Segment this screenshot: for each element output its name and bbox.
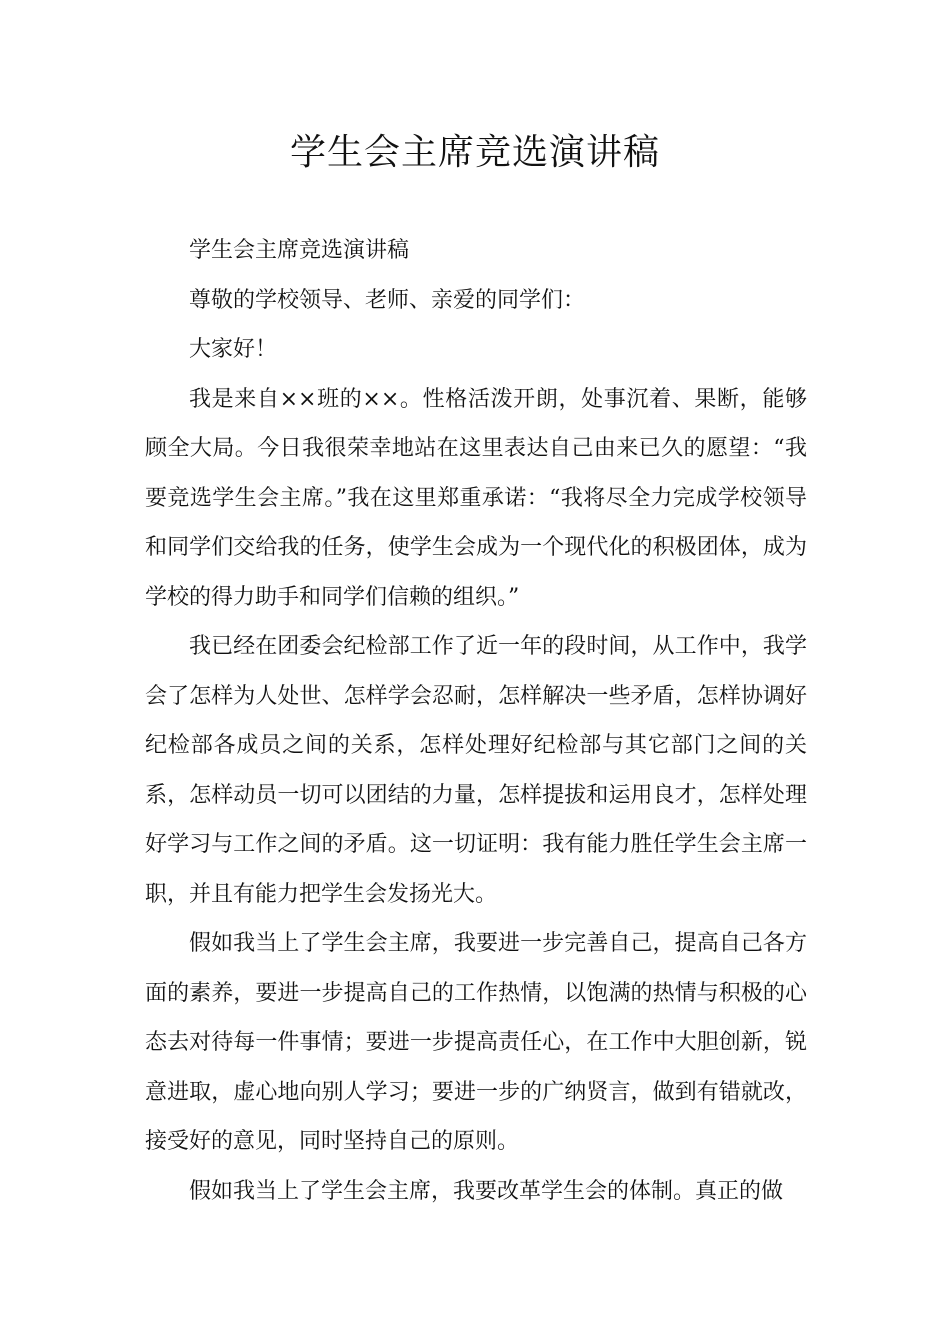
document-title: 学生会主席竞选演讲稿 [289,132,660,173]
paragraph-introduction: 我是来自××班的××。性格活泼开朗，处事沉着、果断，能够顾全大局。今日我很荣幸地站在这里表达自己由来已久的愿望：“我要竞选学生会主席。”我在这里郑重承诺：“我将尽全力完成学校领导和同学们交给我的任务，使学生会成为一个现代化的积极团体，成为学校的得力助手和同学们信赖的组织。” [145,386,807,610]
paragraph-experience: 我已经在团委会纪检部工作了近一年的段时间，从工作中，我学会了怎样为人处世、怎样学会忍耐，怎样解决一些矛盾，怎样协调好纪检部各成员之间的关系，怎样处理好纪检部与其它部门之间的关系，怎样动员一切可以团结的力量，怎样提拔和运用良才，怎样处理好学习与工作之间的矛盾。这一切证明：我有能力胜任学生会主席一职，并且有能力把学生会发扬光大。 [145,634,807,907]
paragraph-salutation: 尊敬的学校领导、老师、亲爱的同学们： [189,287,586,313]
document-body [145,226,807,1216]
paragraph-reform: 假如我当上了学生会主席，我要改革学生会的体制。真正的做 [189,1178,784,1204]
paragraph-greeting: 大家好！ [189,337,278,362]
paragraph-heading: 学生会主席竞选演讲稿 [189,238,410,263]
paragraph-self-improvement: 假如我当上了学生会主席，我要进一步完善自己，提高自己各方面的素养，要进一步提高自己的工作热情，以饱满的热情与积极的心态去对待每一件事情；要进一步提高责任心，在工作中大胆创新，锐意进取，虚心地向别人学习；要进一步的广纳贤言，做到有错就改，接受好的意见，同时坚持自己的原则。 [145,931,807,1154]
